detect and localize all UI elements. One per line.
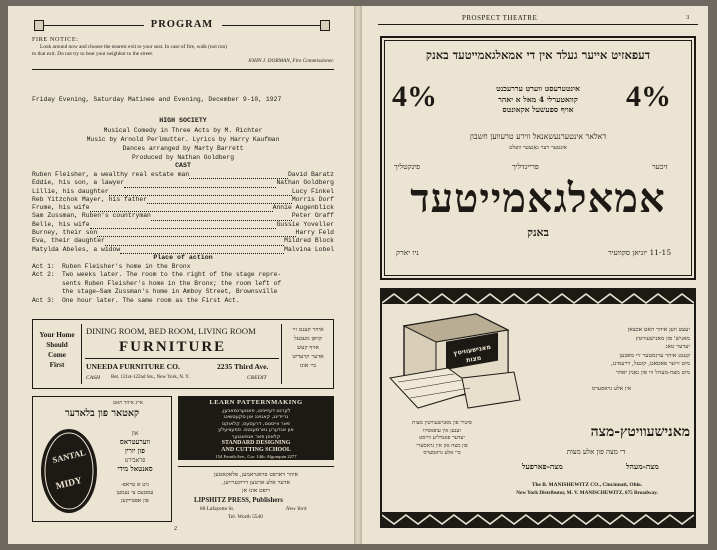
cast-row [32,229,334,237]
cast-actor: David Baratz [287,171,334,178]
cast-row [32,246,334,254]
santal-headline: קאטאר פון בלאדער [64,408,140,419]
cast-actor: Mildred Block [284,237,334,245]
cast-list [32,171,334,254]
zigzag-border-top [382,290,694,304]
pattern-school-2: AND CUTTING SCHOOL [221,447,291,453]
act-row [32,297,334,305]
furniture-company: UNEEDA FURNITURE CO. [86,362,180,371]
furniture-word: FURNITURE [119,339,227,355]
cast-role: Eddie, his son, a lawyer [32,179,125,187]
santal-bottom: גיט א טראפ- עסטעס צי נעמען פון אפטייקען [116,482,154,504]
act-row [32,271,334,279]
press-city: New York [286,506,307,512]
furniture-streets: Bet. 121st-122nd Sts., New York, N. Y. [111,375,190,380]
bank-safe: זיכער [652,162,668,171]
furniture-side-slogan: Your Home Should Come First [39,331,75,369]
bank-word: באנק [527,226,549,239]
bank-dollar-line: דאלאר אינטערנעשאנאל ווירע טרעווען חשבון [469,132,607,141]
fire-notice-title: FIRE NOTICE: [32,36,79,43]
book-gutter [354,6,362,544]
theatre-header: PROSPECT THEATRE [462,14,538,22]
act-label: Act 3: [32,296,55,304]
header-ornament-right [320,20,330,31]
show-title: HIGH SOCIETY [159,117,207,124]
cast-row [32,188,334,196]
cast-row [32,179,334,187]
cast-role: Frume, his wife [32,204,90,212]
act-row-cont [32,280,334,288]
bank-interest: אינטערעסט ווערט עררעכנט קוואטערלי 4 מאל א יאהר אויף ספעשעל אקאונטס [496,84,580,114]
cast-actor: Gussie Yoveller [276,220,334,228]
place-heading: Place of action [153,254,213,261]
santal-logo [39,427,99,515]
cast-role: Burney, their son [32,229,98,237]
credit-line-3: Dances arranged by Marty Barrett [122,145,244,152]
act-label: Act 1: [32,263,55,270]
furniture-yiddish: איהר קענט זיי קויפן מעבעל אויף קעש אדער קרעדיט ביי אונז [292,327,324,369]
cast-row [32,237,334,245]
matzo-meal: מצה-מעהל [626,462,659,471]
bank-address: 11-15 יוניאן סקוועיר [608,248,672,257]
matzo-middle: פיטיר פון מאנישעוויטץ מצות זענען אין עופאסיוו יעדער פאמיליע ווייסט פון מצה און אין גראסערי ביי אלע גראסערס [412,420,472,457]
fire-notice-line1: Look around now and choose the nearest exit to your seat. In case of fire, walk (not run) [40,44,227,50]
furniture-cash: CASH [86,375,100,381]
act-text: Ruben Fleisher's home in the Bronx [62,263,191,270]
header-ornament-left [34,20,44,31]
santal-logo-top: SANTAL [51,447,87,465]
bank-small-line: אונטער דער גאַנצער וועלט [509,145,567,151]
act-text: sents Ruben Fleisher's home in the Bronx; the room left of [62,279,282,287]
pattern-address: 154 Fourth Ave., Cor. 14th. Algonquin 2277 [215,454,297,459]
furniture-rooms: DINING ROOM, BED ROOM, LIVING ROOM [86,326,256,336]
program-header [34,19,330,33]
matzo-box-label: מאנישעוויטץ מצות [452,342,492,365]
press-address: 80 Lafayette St. [200,506,235,512]
bank-name: אמאלגאמייטעד [410,175,666,222]
cast-role: Sam Zussman, Ruben's countryman [32,212,151,220]
matzo-slogan: די מצה פון אלע מצות [566,448,626,456]
santal-body: און ווערעטראס פון יורין פראבירט סאנטאל מידי [117,430,153,473]
program-title: PROGRAM [150,19,214,30]
bank-percent-left: 4% [392,80,437,113]
furniture-ad [32,319,334,389]
right-page [362,6,708,544]
fire-notice-line2: to that exit. Do not try to beat your neighbor to the street. [32,51,154,57]
matzo-box-illustration [388,308,522,416]
cast-row [32,204,334,212]
page-number-right: 3 [686,14,690,21]
matzo-company: The B. MANISHEWITZ CO., Cincinnati, Ohio. [531,482,643,488]
cast-actor: Lucy Finkel [291,187,334,195]
bank-headline: דעפאזיט אייער געלד אין די אמאלגאמייטעד באנק [425,48,651,62]
matzo-grocers: אין אלע גראסערס [592,386,632,392]
cast-role: Lillie, his daughter [32,187,109,195]
pattern-title: LEARN PATTERNMAKING [209,399,303,406]
fire-notice-sign: JOHN J. DORMAN, Fire Commissioner. [247,58,334,64]
press-phone: Tel. Worth 5540 [228,514,263,520]
santal-logo-bottom: MIDY [54,475,84,493]
act-label: Act 2: [32,271,55,279]
cast-actor: Malvina Lobel [284,245,334,253]
bank-friendly: פריינדליך [512,162,539,171]
performance-date: Friday Evening, Saturday Matinee and Evening, December 9-10, 1927 [32,96,282,103]
header-rule-left [44,25,144,26]
credit-line-1: Musical Comedy in Three Acts by M. Richter [103,127,263,134]
pattern-yiddish: לערנט דעזיינינג, פאטערנמאכען, גריידינג, קאטינג און סקעטשינג פאר ווייסטס, דרעסעס, קלאוקס און אנדערע גארמענטס. ספעציעלע קלאסן פאר אנפאנגער [218,408,294,440]
credit-line-2: Music by Arnold Perlmutter. Lyrics by Harry Kaufman [86,136,280,143]
cast-row [32,171,334,179]
act-text: Two weeks later. The room to the right of the stage repre- [62,271,282,279]
cast-actor: Nathan Goldberg [276,179,334,187]
cast-role: Eva, their daughter [32,237,105,245]
press-yiddish: איהר דארפט פראגראמען, פלאקאטען אדער אלע ארטען דרוקערייען, רופט אונז אן [213,472,299,494]
cast-role: Ruben Fleisher, a wealthy real estate man [32,171,190,178]
cast-row [32,221,334,229]
cast-actor: Morris Dorf [291,195,334,203]
page-number-left: 2 [174,526,177,532]
santal-midy-ad [32,396,172,522]
left-page [8,6,354,544]
furniture-address: 2235 Third Ave. [217,362,269,371]
cast-role: Reb Yitzchok Mayer, his father [32,195,148,203]
manischewitz-matzo-ad [380,288,696,528]
bank-reliable: פינקטליך [394,162,421,171]
santal-top: איינ איהר האט [112,400,144,406]
bank-percent-right: 4% [626,80,671,113]
act-row-cont [32,288,334,296]
furniture-credit: CREDIT [247,375,267,381]
lipshitz-press-ad [178,466,334,522]
acts-list [32,263,334,305]
cast-role: Matylda Abeles, a widow [32,245,121,253]
zigzag-border-bottom [382,512,694,526]
cast-actor: Annie Augenblick [272,204,334,212]
patternmaking-ad [178,396,334,460]
cast-actor: Peter Graff [291,212,334,220]
act-text: the stage—Sam Zussman's home in Amboy Street, Brownsville [62,288,278,296]
header-rule-right [222,25,320,26]
matzo-farfel: מצה-פארפעל [522,462,563,471]
matzo-distributor: New York Distributor, M. V. MANISCHEWITZ, 675 Broadway. [516,490,658,496]
pattern-school-1: STANDARD DESIGNING [221,440,291,446]
cast-row [32,196,334,204]
matzo-brand-title: מאנישעוויטץ-מצה [590,424,690,440]
cast-row [32,212,334,220]
fire-notice [32,36,334,70]
credit-line-4: Produced by Nathan Goldberg [131,154,235,161]
bank-city: ניו יארק [396,248,419,257]
matzo-intro: יעצט ווען איהר האט אכצאן מאניש' פון מאנישעוויטץ יעדער טאג קענט איהר ערנסטער זיי מאכען מיט זייער פאטאט, קוגעל, דרעסינג, מיט מצה-מעהל ווי פון גאַנץ יאהר [610,327,690,376]
act-row [32,263,334,271]
press-name: LIPSHITZ PRESS, Publishers [194,497,283,504]
amalgamated-bank-ad [380,36,696,280]
cast-heading: CAST [175,162,191,169]
cast-role: Belle, his wife [32,220,90,228]
cast-actor: Harry Feld [295,229,334,237]
act-text: One hour later. The same room as the First Act. [62,296,240,304]
